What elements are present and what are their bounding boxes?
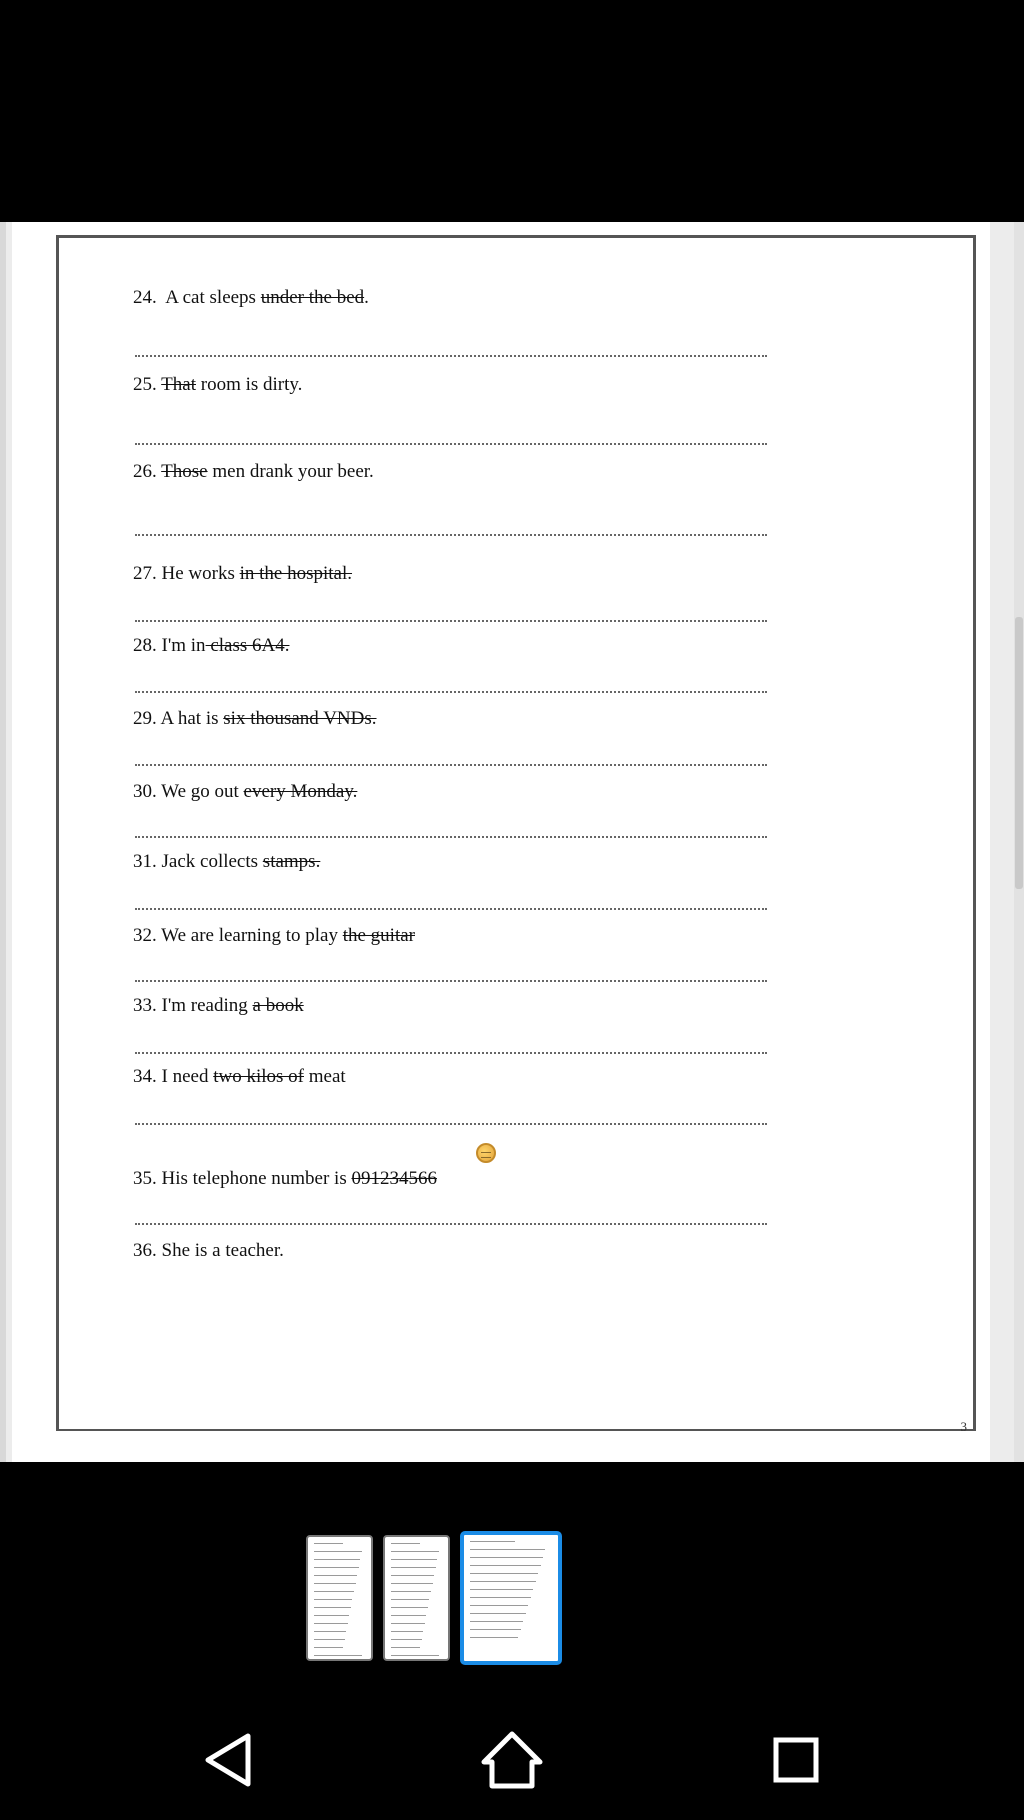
thumbnail-text-line — [391, 1655, 439, 1656]
thumbnail-text-line — [314, 1655, 362, 1656]
thumbnail-text-line — [314, 1591, 354, 1592]
thumbnail-text-line — [314, 1623, 348, 1624]
back-button[interactable] — [188, 1720, 268, 1800]
sentence-text: men drank your beer. — [207, 461, 374, 482]
page-thumbnail-3[interactable] — [460, 1531, 562, 1665]
document-page[interactable] — [12, 222, 990, 1462]
exercise-number: 28. — [133, 635, 157, 656]
sentence-text: A cat sleeps — [165, 287, 261, 308]
thumbnail-text-line — [391, 1623, 425, 1624]
thumbnail-text-line — [470, 1557, 543, 1558]
thumbnail-text-line — [391, 1575, 434, 1576]
thumbnail-text-line — [470, 1597, 531, 1598]
thumbnail-text-line — [470, 1605, 528, 1606]
struck-phrase: a book — [252, 995, 304, 1016]
sentence-text: A hat is — [160, 708, 224, 729]
page-number: 3 — [960, 1419, 967, 1434]
exercise-item — [133, 1240, 284, 1262]
sentence-text: meat — [303, 1066, 346, 1087]
exercise-item — [133, 995, 304, 1017]
thumbnail-text-line — [391, 1615, 426, 1616]
exercise-number: 32. — [133, 925, 157, 946]
thumbnail-text-line — [391, 1607, 428, 1608]
sentence-text: Jack collects — [161, 851, 263, 872]
sentence-text: room is dirty. — [196, 374, 303, 395]
answer-line — [135, 764, 767, 766]
thumbnail-text-line — [314, 1615, 349, 1616]
exercise-number: 33. — [133, 995, 157, 1016]
thumbnail-text-line — [391, 1599, 429, 1600]
thumbnail-text-line — [470, 1549, 545, 1550]
scrollbar-thumb[interactable] — [1015, 617, 1023, 889]
exercise-number: 35. — [133, 1168, 157, 1189]
answer-line — [135, 908, 767, 910]
sentence-text: He works — [161, 563, 240, 584]
struck-phrase: Those — [161, 461, 208, 482]
sentence-text: I need — [161, 1066, 214, 1087]
exercise-item — [133, 1066, 346, 1088]
page-thumbnail-1[interactable] — [306, 1535, 373, 1661]
answer-line — [135, 534, 767, 536]
struck-phrase: class 6A4. — [205, 635, 290, 656]
struck-phrase: under the bed — [260, 287, 365, 308]
thumbnail-text-line — [470, 1541, 515, 1542]
thumbnail-text-line — [314, 1631, 346, 1632]
thumbnail-text-line — [470, 1565, 541, 1566]
thumbnail-text-line — [314, 1599, 352, 1600]
answer-line — [135, 980, 767, 982]
thumbnail-text-line — [470, 1637, 518, 1638]
thumbnail-text-line — [314, 1567, 359, 1568]
sentence-text: We go out — [161, 781, 244, 802]
exercise-item — [133, 851, 320, 873]
navigation-bar — [0, 1692, 1024, 1820]
thumbnail-text-line — [391, 1583, 433, 1584]
answer-line — [135, 836, 767, 838]
answer-line — [135, 691, 767, 693]
exercise-number: 31. — [133, 851, 157, 872]
recents-square-icon — [764, 1728, 828, 1792]
thumbnail-text-line — [391, 1631, 423, 1632]
struck-phrase: stamps. — [262, 851, 321, 872]
thumbnail-text-line — [391, 1647, 420, 1648]
answer-line — [135, 1123, 767, 1125]
struck-phrase: the guitar — [342, 925, 415, 946]
exercise-number: 27. — [133, 563, 157, 584]
answer-line — [135, 1052, 767, 1054]
thumbnail-text-line — [470, 1573, 538, 1574]
sentence-text: She is a teacher. — [161, 1240, 284, 1261]
exercise-number: 34. — [133, 1066, 157, 1087]
thumbnail-text-line — [314, 1639, 345, 1640]
exercise-number: 36. — [133, 1240, 157, 1261]
thumbnail-text-line — [314, 1647, 343, 1648]
exercise-item — [133, 781, 357, 803]
exercise-number: 30. — [133, 781, 157, 802]
sentence-text: I'm reading — [161, 995, 253, 1016]
answer-line — [135, 443, 767, 445]
thumbnail-text-line — [314, 1583, 356, 1584]
sentence-text: We are learning to play — [161, 925, 343, 946]
struck-phrase: six thousand VNDs. — [223, 708, 377, 729]
thumbnail-text-line — [314, 1551, 362, 1552]
struck-phrase: two kilos of — [213, 1066, 304, 1087]
exercise-number: 29. — [133, 708, 157, 729]
exercise-item — [133, 635, 289, 657]
document-viewer[interactable] — [0, 222, 1024, 1462]
thumbnail-text-line — [470, 1581, 536, 1582]
exercise-number: 24. — [133, 287, 157, 308]
thumbnail-text-line — [470, 1589, 533, 1590]
thumbnail-text-line — [314, 1575, 357, 1576]
answer-line — [135, 620, 767, 622]
thumbnail-text-line — [314, 1559, 360, 1560]
sentence-text: I'm in — [161, 635, 206, 656]
struck-phrase: in the hospital. — [239, 563, 353, 584]
thumbnail-text-line — [391, 1559, 437, 1560]
exercise-item — [133, 925, 415, 947]
struck-phrase: 091234566 — [351, 1168, 437, 1189]
thumbnail-strip — [0, 1462, 1024, 1692]
answer-line — [135, 355, 767, 357]
annotation-marker-icon[interactable] — [476, 1143, 496, 1163]
exercise-item — [133, 374, 302, 396]
recents-button[interactable] — [756, 1720, 836, 1800]
exercise-item — [133, 563, 352, 585]
viewer-left-edge — [0, 222, 6, 1462]
exercise-item — [133, 708, 377, 730]
page-thumbnail-2[interactable] — [383, 1535, 450, 1661]
sentence-text: . — [364, 287, 369, 308]
exercise-item — [133, 287, 369, 309]
exercise-list — [12, 222, 990, 1462]
home-icon — [480, 1728, 544, 1792]
home-button[interactable] — [472, 1720, 552, 1800]
thumbnail-text-line — [391, 1591, 431, 1592]
sentence-text: His telephone number is — [161, 1168, 352, 1189]
exercise-number: 26. — [133, 461, 157, 482]
scrollbar[interactable] — [1014, 222, 1024, 1462]
thumbnail-text-line — [470, 1613, 526, 1614]
struck-phrase: That — [161, 374, 196, 395]
exercise-number: 25. — [133, 374, 157, 395]
answer-line — [135, 1223, 767, 1225]
thumbnail-text-line — [391, 1551, 439, 1552]
thumbnail-text-line — [314, 1607, 351, 1608]
thumbnail-text-line — [391, 1639, 422, 1640]
back-triangle-icon — [196, 1728, 260, 1792]
thumbnail-text-line — [470, 1629, 521, 1630]
thumbnail-text-line — [314, 1543, 343, 1544]
thumbnail-text-line — [391, 1543, 420, 1544]
exercise-item — [133, 461, 374, 483]
struck-phrase: every Monday. — [243, 781, 358, 802]
exercise-item — [133, 1168, 437, 1190]
thumbnail-text-line — [470, 1621, 523, 1622]
status-area — [0, 0, 1024, 222]
thumbnail-text-line — [391, 1567, 436, 1568]
